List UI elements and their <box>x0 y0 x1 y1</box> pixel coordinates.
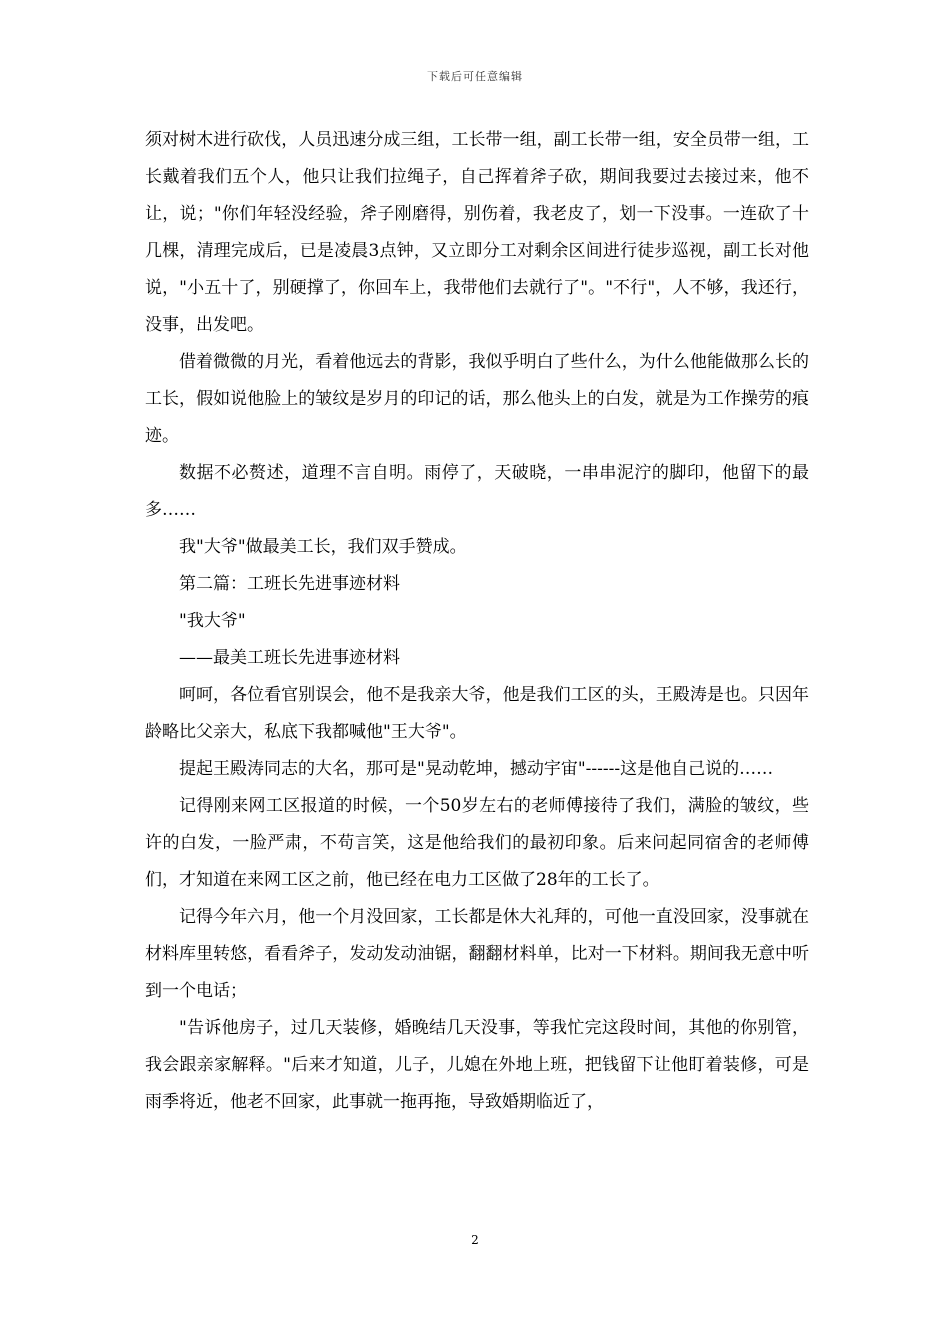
page-header: 下载后可任意编辑 <box>427 70 523 83</box>
paragraph: 我"大爷"做最美工长，我们双手赞成。 <box>179 537 467 557</box>
paragraph: 数据不必赘述，道理不言自明。雨停了，天破晓，一串串泥泞的脚印，他留下的最多…… <box>145 463 809 520</box>
section-heading: 第二篇：工班长先进事迹材料 <box>179 574 400 594</box>
paragraph: 借着微微的月光，看着他远去的背影，我似乎明白了些什么，为什么他能做那么长的工长，假如说他脸上的皱纹是岁月的印记的话，那么他头上的白发，就是为工作操劳的痕迹。 <box>145 352 809 446</box>
paragraph: 记得今年六月，他一个月没回家，工长都是休大礼拜的，可他一直没回家，没事就在材料库里转悠，看看斧子，发动发动油锯，翻翻材料单，比对一下材料。期间我无意中听到一个电话； <box>145 907 809 1001</box>
paragraph: "告诉他房子，过几天装修，婚晚结几天没事，等我忙完这段时间，其他的你别管，我会跟亲家解释。"后来才知道，儿子，儿媳在外地上班，把钱留下让他盯着装修，可是雨季将近，他老不回家，此事就一拖再拖，导致婚期临近了， <box>145 1018 809 1112</box>
article-subtitle: ——最美工班长先进事迹材料 <box>179 648 400 668</box>
document-body <box>145 122 809 1121</box>
paragraph: 提起王殿涛同志的大名，那可是"晃动乾坤，撼动宇宙"------这是他自己说的…… <box>179 759 774 779</box>
page-number: 2 <box>471 1233 479 1247</box>
paragraph: 记得刚来网工区报道的时候，一个50岁左右的老师傅接待了我们，满脸的皱纹，些许的白发，一脸严肃，不苟言笑，这是他给我们的最初印象。后来问起同宿舍的老师傅们，才知道在来网工区之前，他已经在电力工区做了28年的工长了。 <box>145 796 809 890</box>
paragraph: 须对树木进行砍伐，人员迅速分成三组，工长带一组，副工长带一组，安全员带一组，工长戴着我们五个人，他只让我们拉绳子，自己挥着斧子砍，期间我要过去接过来，他不让，说；"你们年轻没经验，斧子刚磨得，别伤着，我老皮了，划一下没事。一连砍了十几棵，清理完成后，已是凌晨3点钟，又立即分工对剩余区间进行徒步巡视，副工长对他说，"小五十了，别硬撑了，你回车上，我带他们去就行了"。"不行"，人不够，我还行，没事，出发吧。 <box>145 130 809 335</box>
paragraph: 呵呵，各位看官别误会，他不是我亲大爷，他是我们工区的头，王殿涛是也。只因年龄略比父亲大，私底下我都喊他"王大爷"。 <box>145 685 809 742</box>
article-title: "我大爷" <box>179 611 246 631</box>
